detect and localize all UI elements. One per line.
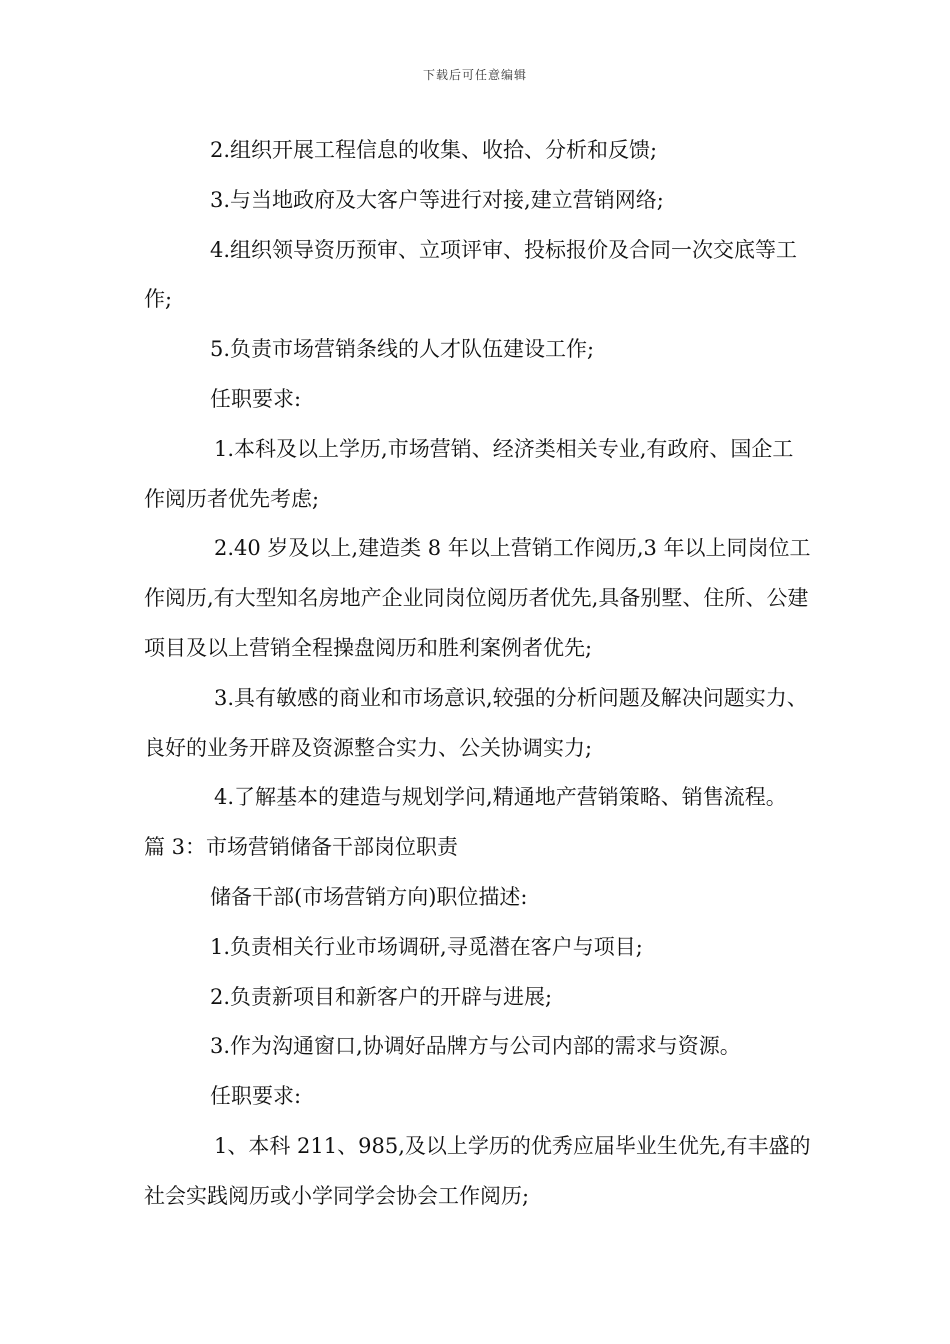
paragraph-reserve-requirement-1: 1、本科 211、985,及以上学历的优秀应届毕业生优先,有丰盛的社会实践阅历或小学同学会协会工作阅历; — [144, 1133, 811, 1208]
paragraph-requirement-3: 3.具有敏感的商业和市场意识,较强的分析问题及解决问题实力、良好的业务开辟及资源整合实力、公关协调实力; — [144, 685, 808, 760]
requirements-heading: 任职要求: — [210, 386, 302, 411]
paragraph-reserve-duty-1: 1.负责相关行业市场调研,寻觅潜在客户与项目; — [210, 934, 643, 959]
paragraph-requirement-1: 1.本科及以上学历,市场营销、经济类相关专业,有政府、国企工作阅历者优先考虑; — [144, 436, 794, 511]
paragraph-duty-3: 3.与当地政府及大客户等进行对接,建立营销网络; — [210, 187, 664, 212]
page-header-note: 下载后可任意编辑 — [422, 68, 527, 82]
paragraph-duty-5: 5.负责市场营销条线的人才队伍建设工作; — [210, 337, 595, 362]
job-description-heading: 储备干部(市场营销方向)职位描述: — [210, 884, 528, 909]
section-title: 篇 3：市场营销储备干部岗位职责 — [144, 835, 459, 860]
paragraph-reserve-duty-3: 3.作为沟通窗口,协调好品牌方与公司内部的需求与资源。 — [210, 1034, 741, 1059]
paragraph-reserve-duty-2: 2.负责新项目和新客户的开辟与进展; — [210, 984, 553, 1009]
paragraph-duty-2: 2.组织开展工程信息的收集、收拾、分析和反馈; — [210, 138, 658, 162]
paragraph-duty-4: 4.组织领导资历预审、立项评审、投标报价及合同一次交底等工作; — [144, 237, 798, 312]
paragraph-requirement-2: 2.40 岁及以上,建造类 8 年以上营销工作阅历,3 年以上同岗位工作阅历,有大型知名房地产企业同岗位阅历者优先,具备别墅、住所、公建项目及以上营销全程操盘阅历和胜利案例者优先; — [144, 536, 811, 660]
reserve-requirements-heading: 任职要求: — [210, 1084, 302, 1109]
paragraph-requirement-4: 4.了解基本的建造与规划学问,精通地产营销策略、销售流程。 — [214, 785, 787, 810]
document-body — [144, 126, 814, 1222]
